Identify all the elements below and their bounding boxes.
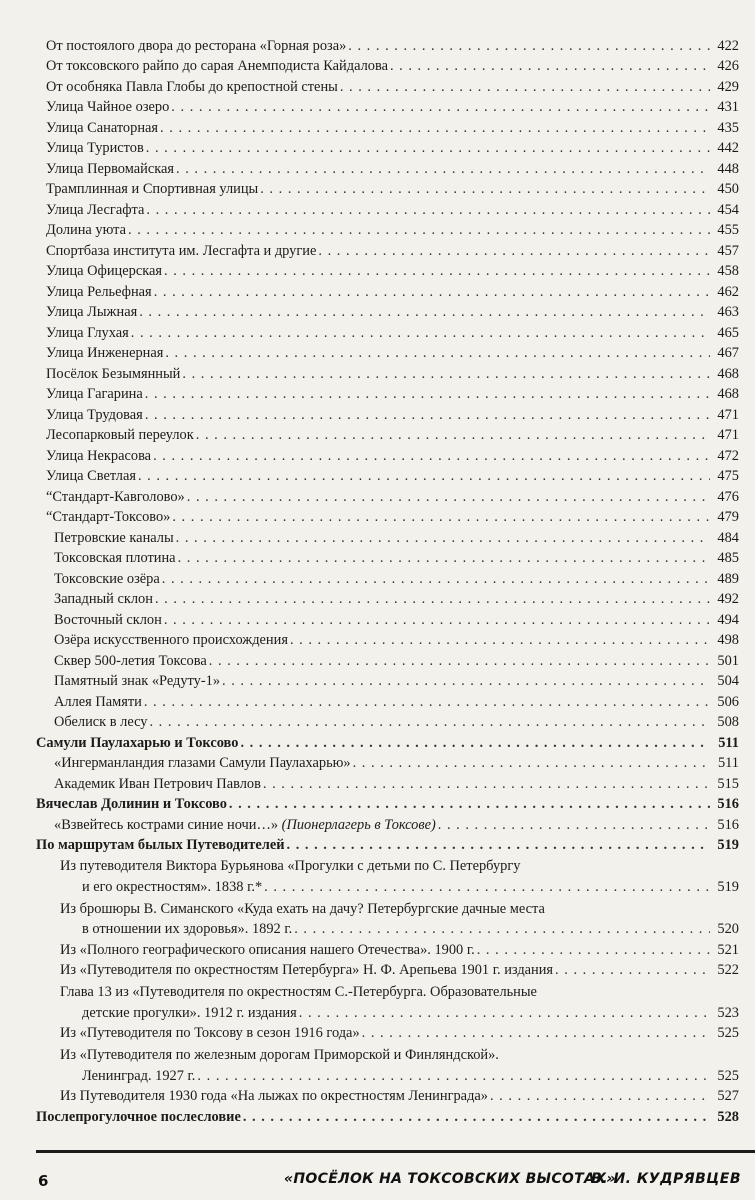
toc-entry-title: Улица Инженерная <box>46 345 164 361</box>
toc-entry-page: 458 <box>717 263 739 279</box>
toc-entry <box>0 938 755 959</box>
toc-entry-title: Аллея Памяти <box>54 693 142 710</box>
toc-section-heading <box>0 793 755 814</box>
toc-entry <box>0 137 755 158</box>
toc-entry-page: 515 <box>717 775 739 792</box>
toc-entry-title: Западный склон <box>54 591 153 607</box>
toc-entry-title: Глава 13 из «Путеводителя по окрестностям С.-Петербурга. Образовательные <box>60 984 537 1000</box>
toc-entry <box>0 239 755 260</box>
toc-entry-title: Вячеслав Долинин и Токсово <box>36 796 227 812</box>
toc-entry-title: Из «Путеводителя по железным дорогам Приморской и Финляндской». <box>60 1047 499 1063</box>
toc-entry-continuation: детские прогулки». 1912 г. издания . . . 523 <box>0 1001 755 1022</box>
toc-entry-page: 501 <box>717 652 739 669</box>
toc-entry-title: Улица Трудовая <box>46 406 143 423</box>
toc-section-heading <box>0 1105 755 1126</box>
running-author: В. И. КУДРЯВЦЕВ <box>591 1171 741 1187</box>
toc-entry-page: 475 <box>717 468 739 484</box>
toc-entry-title: Академик Иван Петрович Павлов <box>54 775 261 792</box>
toc-entry-title: Долина уюта <box>46 222 126 238</box>
toc-entry-page: 520 <box>717 921 739 937</box>
running-title: «ПОСЁЛОК НА ТОКСОВСКИХ ВЫСОТАХ» <box>284 1171 616 1187</box>
toc-entry-page: 519 <box>717 837 739 853</box>
toc-entry-title: Спортбаза института им. Лесгафта и другие <box>46 242 317 259</box>
toc-entry-page: 516 <box>717 796 739 812</box>
toc-entry-title: Улица Первомайская <box>46 160 174 177</box>
toc-entry <box>0 260 755 281</box>
toc-entry-title: Из брошюры В. Симанского «Куда ехать на дачу? Петербургские дачные места <box>60 900 545 917</box>
toc-entry-page: 525 <box>717 1067 739 1084</box>
toc-entry-page: 504 <box>717 673 739 689</box>
toc-entry-title: Послепрогулочное послесловие <box>36 1108 241 1125</box>
toc-entry-page: 476 <box>717 488 739 505</box>
toc-entry-page: 463 <box>717 304 739 320</box>
toc-entry-title: Из Путеводителя 1930 года «На лыжах по окрестностям Ленинграда» <box>60 1088 488 1104</box>
toc-entry-title: «Ингерманландия глазами Самули Паулахарью» <box>54 755 351 771</box>
toc-entry-page: 422 <box>717 37 739 54</box>
toc-entry-title: “Стандарт-Кавголово» <box>46 488 185 505</box>
toc-entry <box>0 813 755 834</box>
toc-entry <box>0 854 755 875</box>
toc-entry-page: 442 <box>717 140 739 156</box>
toc-entry-title: Посёлок Безымянный <box>46 365 181 382</box>
toc-entry-page: 484 <box>717 529 739 546</box>
toc-entry <box>0 403 755 424</box>
toc-entry-page: 525 <box>717 1025 739 1041</box>
toc-entry-title: Улица Глухая <box>46 324 129 341</box>
toc-entry-title: Из «Путеводителя по Токсову в сезон 1916 года» <box>60 1025 360 1041</box>
toc-entry-page: 521 <box>717 941 739 958</box>
toc-entry-page: 527 <box>717 1088 739 1104</box>
toc-entry-title: Озёра искусственного происхождения <box>54 632 288 648</box>
toc-entry-page: 429 <box>717 78 739 95</box>
toc-entry <box>0 1022 755 1043</box>
toc-entry <box>0 772 755 793</box>
toc-entry-title: Улица Чайное озеро <box>46 99 170 115</box>
toc-entry-page: 492 <box>717 591 739 607</box>
toc-entry <box>0 485 755 506</box>
toc-entry-page: 454 <box>717 201 739 218</box>
toc-section-heading <box>0 834 755 855</box>
toc-entry-page: 506 <box>717 693 739 710</box>
toc-entry <box>0 752 755 773</box>
page-number: 6 <box>38 1172 49 1190</box>
toc-entry-page: 468 <box>717 386 739 402</box>
toc-entry-page: 528 <box>717 1108 739 1125</box>
toc-entry-title: Улица Лесгафта <box>46 201 145 218</box>
toc-entry <box>0 280 755 301</box>
toc-entry-title: Из «Путеводителя по окрестностям Петербурга» Н. Ф. Арепьева 1901 г. издания <box>60 962 554 978</box>
toc-entry-page: 426 <box>717 58 739 74</box>
toc-entry <box>0 321 755 342</box>
toc-entry-page: 468 <box>717 365 739 382</box>
toc-entry-title: От постоялого двора до ресторана «Горная роза» <box>46 37 347 54</box>
toc-entry-title: Сквер 500-летия Токсова <box>54 652 207 669</box>
toc-entry-page: 455 <box>717 222 739 238</box>
toc-entry-title: Самули Паулахарью и Токсово <box>36 734 239 751</box>
toc-entry-page: 457 <box>717 242 739 259</box>
toc-entry-page: 472 <box>717 447 739 464</box>
toc-entry <box>0 301 755 322</box>
toc-entry-page: 448 <box>717 160 739 177</box>
toc-entry-page: 479 <box>717 509 739 525</box>
toc-entry-page: 467 <box>717 345 739 361</box>
toc-entry-title: Восточный склон <box>54 611 162 628</box>
toc-entry-title: Улица Санаторная <box>46 119 159 136</box>
toc-entry-page: 511 <box>718 734 739 751</box>
toc-entry-subtitle: (Пионерлагерь в Токсове) <box>281 816 436 833</box>
toc-entry <box>0 219 755 240</box>
toc-entry <box>0 424 755 445</box>
toc-entry <box>0 1042 755 1064</box>
toc-entry-page: 450 <box>717 181 739 197</box>
toc-entry-title: Улица Лыжная <box>46 304 138 320</box>
toc-entry <box>0 959 755 980</box>
toc-entry <box>0 629 755 650</box>
toc-entry-title: Улица Офицерская <box>46 263 163 279</box>
toc-entry <box>0 362 755 383</box>
toc-entry <box>0 34 755 55</box>
toc-entry <box>0 670 755 691</box>
footer-rule <box>36 1150 755 1153</box>
toc-entry-title: Лесопарковый переулок <box>46 427 194 443</box>
toc-entry <box>0 444 755 465</box>
toc-entry-page: 462 <box>717 283 739 300</box>
toc-entry <box>0 506 755 527</box>
toc-entry-page: 494 <box>717 611 739 628</box>
toc-entry <box>0 116 755 137</box>
toc-entry-title: По маршрутам былых Путеводителей <box>36 837 285 853</box>
toc-section-heading <box>0 731 755 752</box>
toc-entry-title: Улица Светлая <box>46 468 136 484</box>
toc-entry-page: 471 <box>717 427 739 443</box>
toc-entry-continuation: Ленинград. 1927 г. . . . 525 <box>0 1064 755 1085</box>
toc-entry <box>0 178 755 199</box>
toc-entry <box>0 75 755 96</box>
toc-entry-title: «Взвейтесь кострами синие ночи…» <box>54 816 279 833</box>
toc-entry <box>0 526 755 547</box>
toc-entry-title: Обелиск в лесу <box>54 714 148 730</box>
toc-entry <box>0 96 755 117</box>
toc-entry <box>0 55 755 76</box>
toc-entry-page: 498 <box>717 632 739 648</box>
toc-entry-page: 431 <box>717 99 739 115</box>
toc-entry <box>0 711 755 732</box>
toc-entry-title: Улица Туристов <box>46 140 144 156</box>
toc-entry-page: 489 <box>717 570 739 587</box>
toc-entry-title: “Стандарт-Токсово» <box>46 509 171 525</box>
toc-entry-page: 435 <box>717 119 739 136</box>
toc-entry-page: 508 <box>717 714 739 730</box>
toc-entry <box>0 198 755 219</box>
toc-entry-title: От особняка Павла Глобы до крепостной стены <box>46 78 338 95</box>
toc-entry-page: 516 <box>717 816 739 833</box>
toc-entry <box>0 1085 755 1106</box>
toc-entry-title: От токсовского райпо до сарая Анемподиста Кайдалова <box>46 58 388 74</box>
toc-entry <box>0 567 755 588</box>
toc-entry <box>0 588 755 609</box>
toc-entry <box>0 690 755 711</box>
toc-entry-page: 522 <box>717 962 739 978</box>
toc-entry-title: Токсовские озёра <box>54 570 160 587</box>
toc-entry-continuation: и его окрестностям». 1838 г.* . . . 519 <box>0 875 755 896</box>
toc-entry-title: Из путеводителя Виктора Бурьянова «Прогулки с детьми по С. Петербургу <box>60 858 521 874</box>
table-of-contents <box>0 34 755 1126</box>
toc-entry-page: 471 <box>717 406 739 423</box>
toc-entry <box>0 157 755 178</box>
toc-entry-title: Улица Некрасова <box>46 447 152 464</box>
toc-entry-title: Улица Гагарина <box>46 386 143 402</box>
toc-entry-title: Улица Рельефная <box>46 283 152 300</box>
toc-entry <box>0 649 755 670</box>
toc-entry-page: 523 <box>717 1004 739 1021</box>
toc-entry <box>0 608 755 629</box>
toc-entry-title: Из «Полного географического описания нашего Отечества». 1900 г. <box>60 941 475 958</box>
toc-entry-continuation: в отношении их здоровья». 1892 г. . . . 520 <box>0 918 755 939</box>
toc-entry-page: 511 <box>717 755 739 771</box>
toc-entry-title: Петровские каналы <box>54 529 174 546</box>
toc-entry-page: 519 <box>717 878 739 895</box>
toc-entry <box>0 342 755 363</box>
toc-entry <box>0 383 755 404</box>
toc-entry-page: 465 <box>717 324 739 341</box>
toc-entry-page: 485 <box>717 550 739 566</box>
toc-entry-title: Памятный знак «Редуту-1» <box>54 673 221 689</box>
toc-entry <box>0 979 755 1001</box>
toc-entry <box>0 896 755 918</box>
toc-entry-title: Трамплинная и Спортивная улицы <box>46 181 259 197</box>
toc-entry <box>0 547 755 568</box>
toc-entry-title: Токсовская плотина <box>54 550 176 566</box>
toc-entry <box>0 465 755 486</box>
page-footer <box>0 1164 755 1194</box>
